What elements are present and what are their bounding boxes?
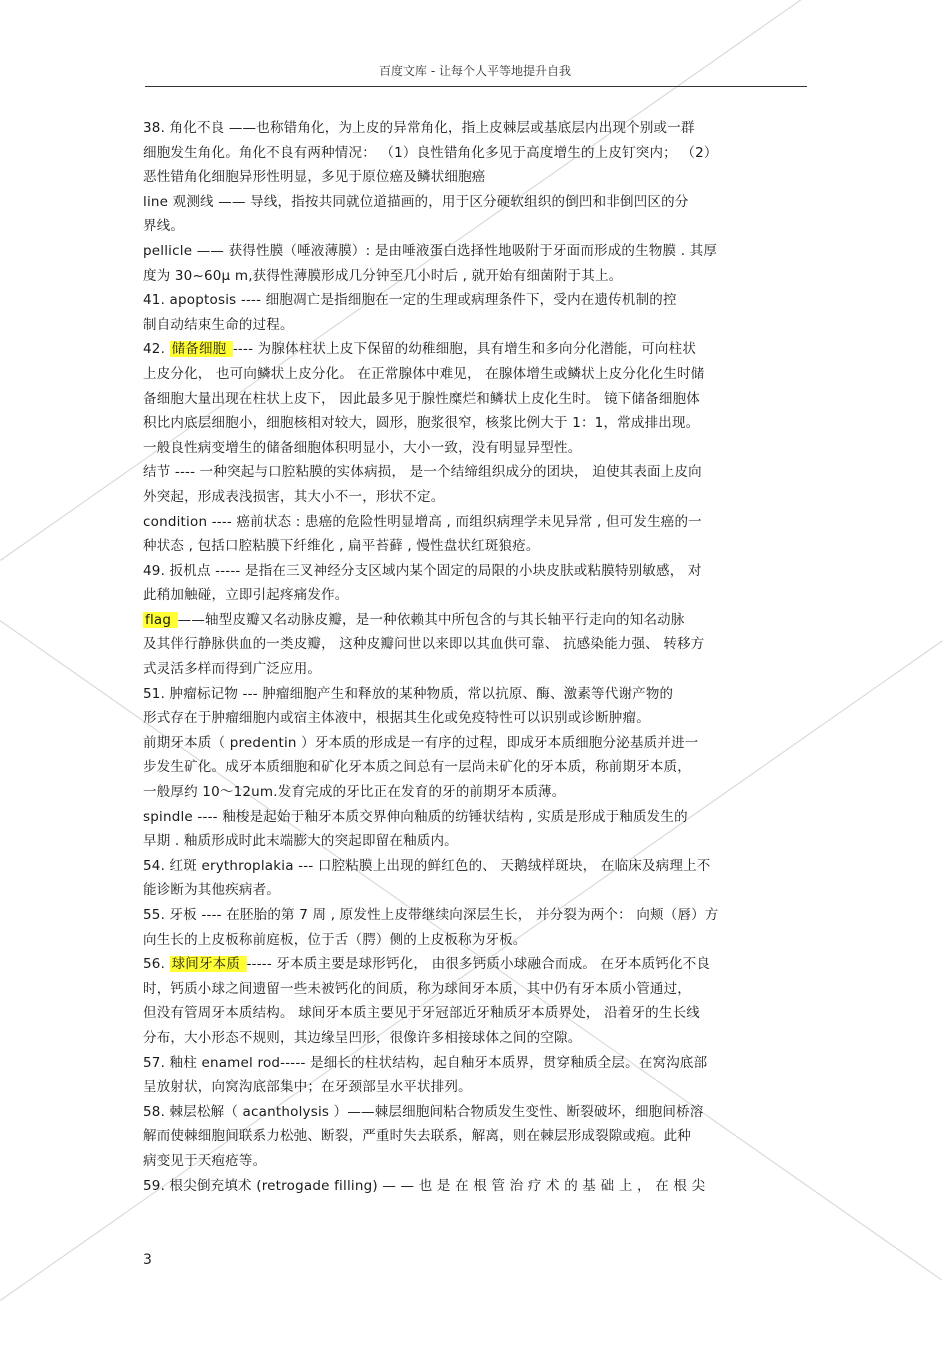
- highlighted-term: flag: [145, 611, 176, 628]
- text-line: [143, 411, 808, 436]
- page-number: 3: [143, 1252, 152, 1268]
- text-segment: 界线。: [143, 218, 185, 235]
- text-segment: 种状态 , 包括口腔粘膜下纤维化 , 扁平苔藓 , 慢性盘状红斑狼疮。: [143, 538, 540, 555]
- text-segment: 54. 红斑 erythroplakia --- 口腔粘膜上出现的鲜红色的、 天鹅绒样斑块， 在临床及病理上不: [143, 857, 711, 874]
- text-segment: 恶性错角化细胞异形性明显，多见于原位癌及鳞状细胞癌: [143, 169, 486, 186]
- text-line: [143, 1001, 808, 1026]
- text-line: [143, 657, 808, 682]
- text-line: [143, 239, 808, 264]
- page-header: [145, 62, 805, 79]
- text-line: [143, 1124, 808, 1149]
- text-segment: 步发生矿化。成牙本质细胞和矿化牙本质之间总有一层尚未矿化的牙本质，称前期牙本质，: [143, 759, 691, 776]
- text-segment: 呈放射状，向窝沟底部集中；在牙颈部呈水平状排列。: [143, 1079, 472, 1096]
- text-segment: 此稍加触碰，立即引起疼痛发作。: [143, 587, 349, 604]
- text-segment: 分布，大小形态不规则，其边缘呈凹形，很像许多相接球体之间的空隙。: [143, 1029, 582, 1046]
- header-divider: [145, 86, 807, 87]
- text-line: [143, 387, 808, 412]
- text-line: [143, 829, 808, 854]
- text-line: [143, 608, 808, 633]
- text-segment: 病变见于天疱疮等。: [143, 1152, 267, 1169]
- text-line: [143, 878, 808, 903]
- text-line: [143, 952, 808, 977]
- text-segment: 上皮分化， 也可向鳞状上皮分化。 在正常腺体中难见， 在腺体增生或鳞状上皮分化化生时储: [143, 365, 705, 382]
- header-title: 百度文库 - 让每个人平等地提升自我: [379, 64, 571, 78]
- text-line: [143, 559, 808, 584]
- text-line: [143, 141, 808, 166]
- text-segment: 形式存在于肿瘤细胞内或宿主体液中，根据其生化或免疫特性可以识别或诊断肿瘤。: [143, 710, 650, 727]
- text-line: [143, 534, 808, 559]
- text-segment: line 观测线 —— 导线，指按共同就位道描画的，用于区分硬软组织的倒凹和非倒凹区的分: [143, 193, 689, 210]
- text-line: [143, 362, 808, 387]
- text-segment: 积比内底层细胞小，细胞核相对较大，圆形，胞浆很窄，核浆比例大于 1：1，常成排出现。: [143, 415, 700, 432]
- text-line: [143, 190, 808, 215]
- text-line: [143, 1075, 808, 1100]
- text-segment: 前期牙本质（ predentin ）牙本质的形成是一有序的过程，即成牙本质细胞分泌基质并进一: [143, 734, 699, 751]
- text-line: [143, 510, 808, 535]
- text-line: [143, 337, 808, 362]
- text-segment: 59. 根尖倒充填术 (retrogade filling) — — 也 是 在 根 管 治 疗 术 的 基 础 上 ， 在 根 尖: [143, 1177, 706, 1194]
- text-segment: 结节 ---- 一种突起与口腔粘膜的实体病损， 是一个结缔组织成分的团块， 迫使其表面上皮向: [143, 464, 702, 481]
- highlighted-term: 球间牙本质: [171, 956, 245, 973]
- text-segment: 能诊断为其他疾病者。: [143, 882, 280, 899]
- text-segment: 及其伴行静脉供血的一类皮瓣， 这种皮瓣问世以来即以其血供可靠、 抗感染能力强、 转移方: [143, 636, 705, 653]
- text-line: [143, 583, 808, 608]
- text-line: [143, 977, 808, 1002]
- text-line: [143, 682, 808, 707]
- text-segment: spindle ---- 釉梭是起始于釉牙本质交界伸向釉质的纺锤状结构 , 实质是形成于釉质发生的: [143, 808, 688, 825]
- text-line: [143, 632, 808, 657]
- text-segment: 一般厚约 10～12um.发育完成的牙比正在发育的牙的前期牙本质薄。: [143, 784, 566, 801]
- text-line: [143, 214, 808, 239]
- text-segment: 早期 . 釉质形成时此末端膨大的突起即留在釉质内。: [143, 833, 458, 850]
- highlighted-term: 储备细胞: [171, 341, 231, 358]
- text-line: [143, 264, 808, 289]
- text-segment: 51. 肿瘤标记物 --- 肿瘤细胞产生和释放的某种物质，常以抗原、酶、激素等代谢产物的: [143, 685, 674, 702]
- text-segment: 55. 牙板 ---- 在胚胎的第 7 周 , 原发性上皮带继续向深层生长， 并分裂为两个： 向颊（唇）方: [143, 907, 719, 923]
- text-segment: ---- 为腺体柱状上皮下保留的幼稚细胞，具有增生和多向分化潜能，可向柱状: [232, 341, 697, 358]
- text-segment: 备细胞大量出现在柱状上皮下， 因此最多见于腺性糜烂和鳞状上皮化生时。 镜下储备细胞体: [143, 390, 700, 407]
- text-segment: ----- 牙本质主要是球形钙化， 由很多钙质小球融合而成。 在牙本质钙化不良: [246, 956, 711, 973]
- text-line: [143, 903, 808, 928]
- text-segment: 向生长的上皮板称前庭板，位于舌（腭）侧的上皮板称为牙板。: [143, 931, 527, 948]
- text-segment: 时，钙质小球之间遗留一些未被钙化的间质，称为球间牙本质，其中仍有牙本质小管通过，: [143, 980, 691, 997]
- text-line: [143, 1026, 808, 1051]
- text-line: [143, 1100, 808, 1125]
- text-line: [143, 755, 808, 780]
- text-segment: condition ---- 癌前状态 : 患癌的危险性明显增高 , 而组织病理学未见异常 , 但可发生癌的一: [143, 513, 702, 530]
- text-line: [143, 854, 808, 879]
- text-line: [143, 706, 808, 731]
- text-line: [143, 780, 808, 805]
- text-line: [143, 460, 808, 485]
- document-body: [143, 116, 808, 1198]
- text-segment: 56.: [143, 956, 170, 973]
- text-line: [143, 805, 808, 830]
- text-segment: 度为 30~60μ m,获得性薄膜形成几分钟至几小时后 , 就开始有细菌附于其上。: [143, 267, 623, 284]
- text-segment: 38. 角化不良 ——也称错角化，为上皮的异常角化，指上皮棘层或基底层内出现个别或一群: [143, 120, 695, 136]
- text-segment: 解而使棘细胞间联系力松弛、断裂，严重时失去联系，解离，则在棘层形成裂隙或疱。此种: [143, 1128, 691, 1145]
- text-segment: 一般良性病变增生的储备细胞体积明显小，大小一致，没有明显异型性。: [143, 439, 582, 456]
- text-line: [143, 928, 808, 953]
- text-segment: ——轴型皮瓣又名动脉皮瓣，是一种依赖其中所包含的与其长轴平行走向的知名动脉: [177, 611, 685, 628]
- text-line: [143, 485, 808, 510]
- text-line: [143, 436, 808, 461]
- text-segment: 外突起，形成表浅损害，其大小不一，形状不定。: [143, 488, 445, 505]
- text-segment: 细胞发生角化。角化不良有两种情况： （1）良性错角化多见于高度增生的上皮钉突内； （2）: [143, 144, 718, 161]
- text-line: [143, 1174, 808, 1199]
- text-segment: 57. 釉柱 enamel rod----- 是细长的柱状结构，起自釉牙本质界，贯穿釉质全层。在窝沟底部: [143, 1054, 708, 1071]
- text-segment: 制自动结束生命的过程。: [143, 316, 294, 333]
- text-line: [143, 116, 808, 141]
- text-segment: 49. 扳机点 ----- 是指在三叉神经分支区域内某个固定的局限的小块皮肤或粘膜特别敏感， 对: [143, 562, 702, 579]
- text-line: [143, 731, 808, 756]
- text-line: [143, 1051, 808, 1076]
- text-segment: 42.: [143, 341, 170, 358]
- text-line: [143, 165, 808, 190]
- text-segment: 但没有管周牙本质结构。 球间牙本质主要见于牙冠部近牙釉质牙本质界处， 沿着牙的生长线: [143, 1005, 700, 1022]
- text-segment: 58. 棘层松解（ acantholysis ）——棘层细胞间粘合物质发生变性、断裂破坏，细胞间桥溶: [143, 1103, 704, 1120]
- text-segment: 41. apoptosis ---- 细胞凋亡是指细胞在一定的生理或病理条件下，受内在遗传机制的控: [143, 292, 677, 309]
- text-line: [143, 313, 808, 338]
- text-segment: 式灵活多样而得到广泛应用。: [143, 661, 322, 678]
- text-line: [143, 1149, 808, 1174]
- text-line: [143, 288, 808, 313]
- text-segment: pellicle —— 获得性膜（唾液薄膜）: 是由唾液蛋白选择性地吸附于牙面而形成的生物膜 . 其厚: [143, 242, 718, 259]
